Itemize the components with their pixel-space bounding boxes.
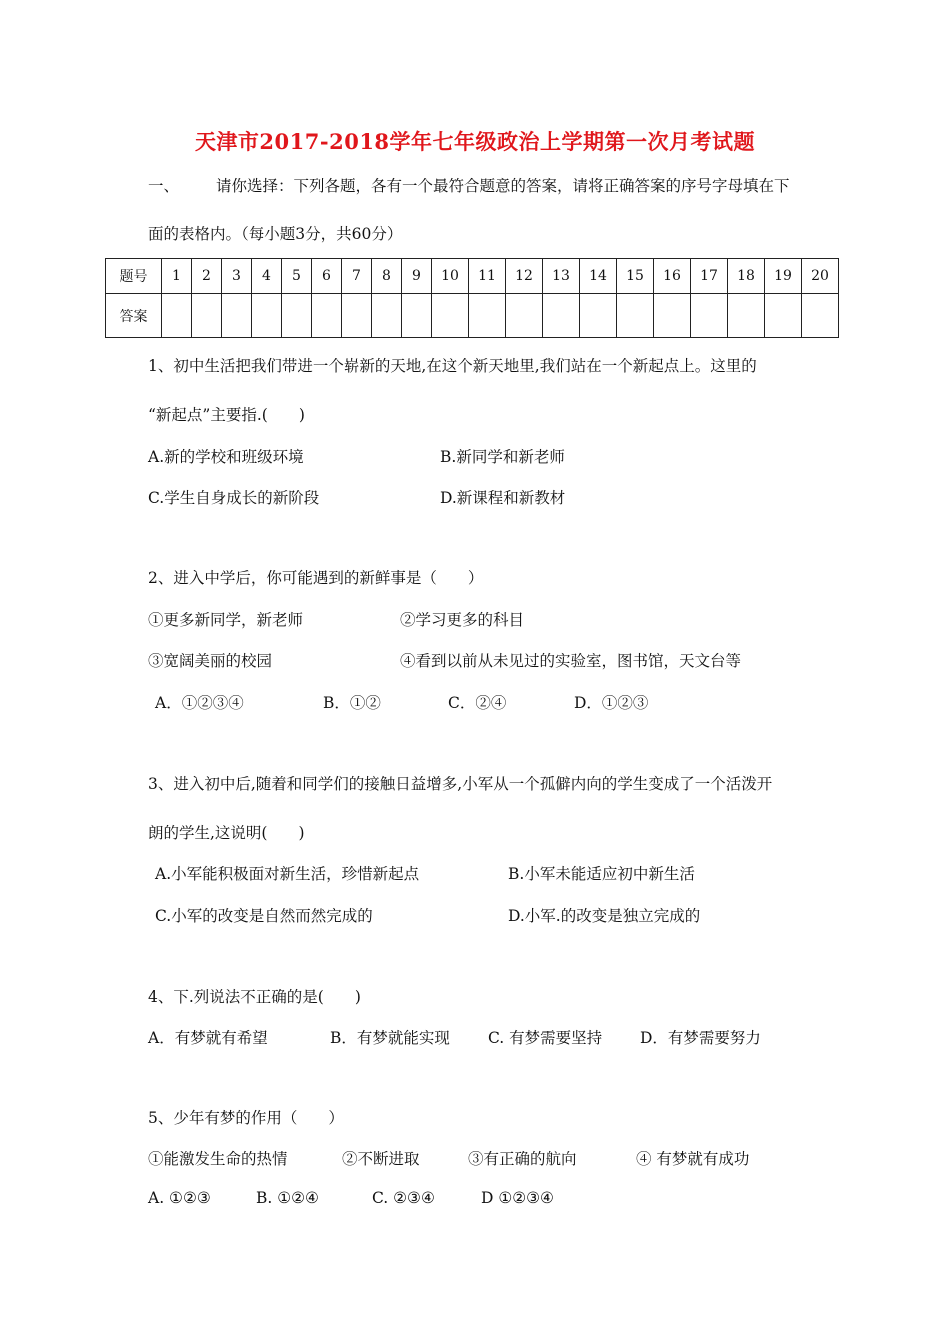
answer-cell[interactable]: [402, 294, 432, 338]
question-3-stem-line1: 3、进入初中后,随着和同学们的接触日益增多,小军从一个孤僻内向的学生变成了一个活泼开: [148, 775, 773, 793]
question-number-cell: 3: [222, 259, 252, 294]
question-1-option-c: C.学生自身成长的新阶段: [148, 489, 320, 507]
page-title: 天津市2017-2018学年七年级政治上学期第一次月考试题: [194, 129, 756, 154]
question-5-option-d: D ①②③④: [481, 1189, 554, 1207]
question-number-cell: 14: [580, 259, 617, 294]
question-3-option-b: B.小军未能适应初中新生活: [508, 865, 695, 883]
section-number: 一、: [148, 177, 180, 195]
question-number-cell: 6: [312, 259, 342, 294]
answer-cell[interactable]: [469, 294, 506, 338]
question-5-statement-1: ①能激发生命的热情: [148, 1150, 288, 1168]
answer-cell[interactable]: [802, 294, 839, 338]
question-number-cell: 19: [765, 259, 802, 294]
question-5-option-a: A. ①②③: [148, 1189, 211, 1207]
question-number-cell: 9: [402, 259, 432, 294]
question-5-statement-4: ④ 有梦就有成功: [636, 1150, 750, 1168]
answer-cell[interactable]: [162, 294, 192, 338]
question-1-stem-line2: “新起点”主要指.( ): [148, 406, 305, 424]
question-1-option-a: A.新的学校和班级环境: [148, 448, 304, 466]
answer-cell[interactable]: [222, 294, 252, 338]
question-2-statement-1: ①更多新同学，新老师: [148, 611, 304, 629]
question-2-statement-4: ④看到以前从未见过的实验室，图书馆，天文台等: [400, 652, 742, 670]
question-2-option-b: B．①②: [323, 694, 381, 712]
question-5-option-c: C. ②③④: [372, 1189, 435, 1207]
question-number-cell: 17: [691, 259, 728, 294]
answer-cell[interactable]: [728, 294, 765, 338]
question-number-cell: 11: [469, 259, 506, 294]
answer-cell[interactable]: [654, 294, 691, 338]
question-1-stem-line1: 1、初中生活把我们带进一个崭新的天地,在这个新天地里,我们站在一个新起点上。这里的: [148, 357, 757, 375]
question-2-statement-3: ③宽阔美丽的校园: [148, 652, 273, 670]
question-4-stem: 4、下.列说法不正确的是( ): [148, 988, 361, 1006]
answer-cell[interactable]: [617, 294, 654, 338]
question-number-cell: 18: [728, 259, 765, 294]
answer-table: [105, 258, 839, 338]
question-3-stem-line2: 朗的学生,这说明( ): [148, 824, 305, 842]
question-number-cell: 20: [802, 259, 839, 294]
question-number-cell: 7: [342, 259, 372, 294]
question-5-option-b: B. ①②④: [256, 1189, 319, 1207]
question-2-option-a: A．①②③④: [155, 694, 244, 712]
question-4-option-d: D．有梦需要努力: [640, 1029, 761, 1047]
question-2-statement-2: ②学习更多的科目: [400, 611, 525, 629]
answer-cell[interactable]: [432, 294, 469, 338]
question-3-option-c: C.小军的改变是自然而然完成的: [155, 907, 373, 925]
question-number-cell: 4: [252, 259, 282, 294]
answer-cell[interactable]: [252, 294, 282, 338]
answer-cell[interactable]: [506, 294, 543, 338]
question-number-cell: 5: [282, 259, 312, 294]
question-number-cell: 2: [192, 259, 222, 294]
answer-cell[interactable]: [312, 294, 342, 338]
question-4-option-c: C. 有梦需要坚持: [488, 1029, 603, 1047]
answer-cell[interactable]: [580, 294, 617, 338]
answer-row: [106, 294, 839, 338]
question-5-statement-3: ③有正确的航向: [468, 1150, 577, 1168]
question-number-cell: 10: [432, 259, 469, 294]
table-row-label: 答案: [106, 294, 162, 338]
question-number-cell: 16: [654, 259, 691, 294]
question-5-statement-2: ②不断进取: [342, 1150, 420, 1168]
section-instruction-line2: 面的表格内。（每小题3分，共60分）: [148, 225, 403, 243]
question-5-stem: 5、少年有梦的作用（ ）: [148, 1109, 344, 1127]
answer-cell[interactable]: [342, 294, 372, 338]
question-1-option-d: D.新课程和新教材: [440, 489, 566, 507]
answer-cell[interactable]: [543, 294, 580, 338]
section-instruction-line1: 请你选择：下列各题，各有一个最符合题意的答案，请将正确答案的序号字母填在下: [216, 177, 790, 195]
answer-cell[interactable]: [192, 294, 222, 338]
table-row-label: 题号: [106, 259, 162, 294]
question-1-option-b: B.新同学和新老师: [440, 448, 565, 466]
question-number-cell: 15: [617, 259, 654, 294]
answer-cell[interactable]: [765, 294, 802, 338]
question-2-option-d: D．①②③: [574, 694, 649, 712]
question-3-option-a: A.小军能积极面对新生活，珍惜新起点: [155, 865, 420, 883]
question-4-option-b: B．有梦就能实现: [330, 1029, 450, 1047]
question-number-row: [106, 259, 839, 294]
question-2-stem: 2、进入中学后，你可能遇到的新鲜事是（ ）: [148, 569, 484, 587]
question-2-option-c: C．②④: [448, 694, 507, 712]
question-number-cell: 8: [372, 259, 402, 294]
question-number-cell: 13: [543, 259, 580, 294]
question-3-option-d: D.小军.的改变是独立完成的: [508, 907, 701, 925]
question-4-option-a: A．有梦就有希望: [148, 1029, 268, 1047]
answer-cell[interactable]: [372, 294, 402, 338]
question-number-cell: 1: [162, 259, 192, 294]
question-number-cell: 12: [506, 259, 543, 294]
answer-cell[interactable]: [691, 294, 728, 338]
answer-cell[interactable]: [282, 294, 312, 338]
